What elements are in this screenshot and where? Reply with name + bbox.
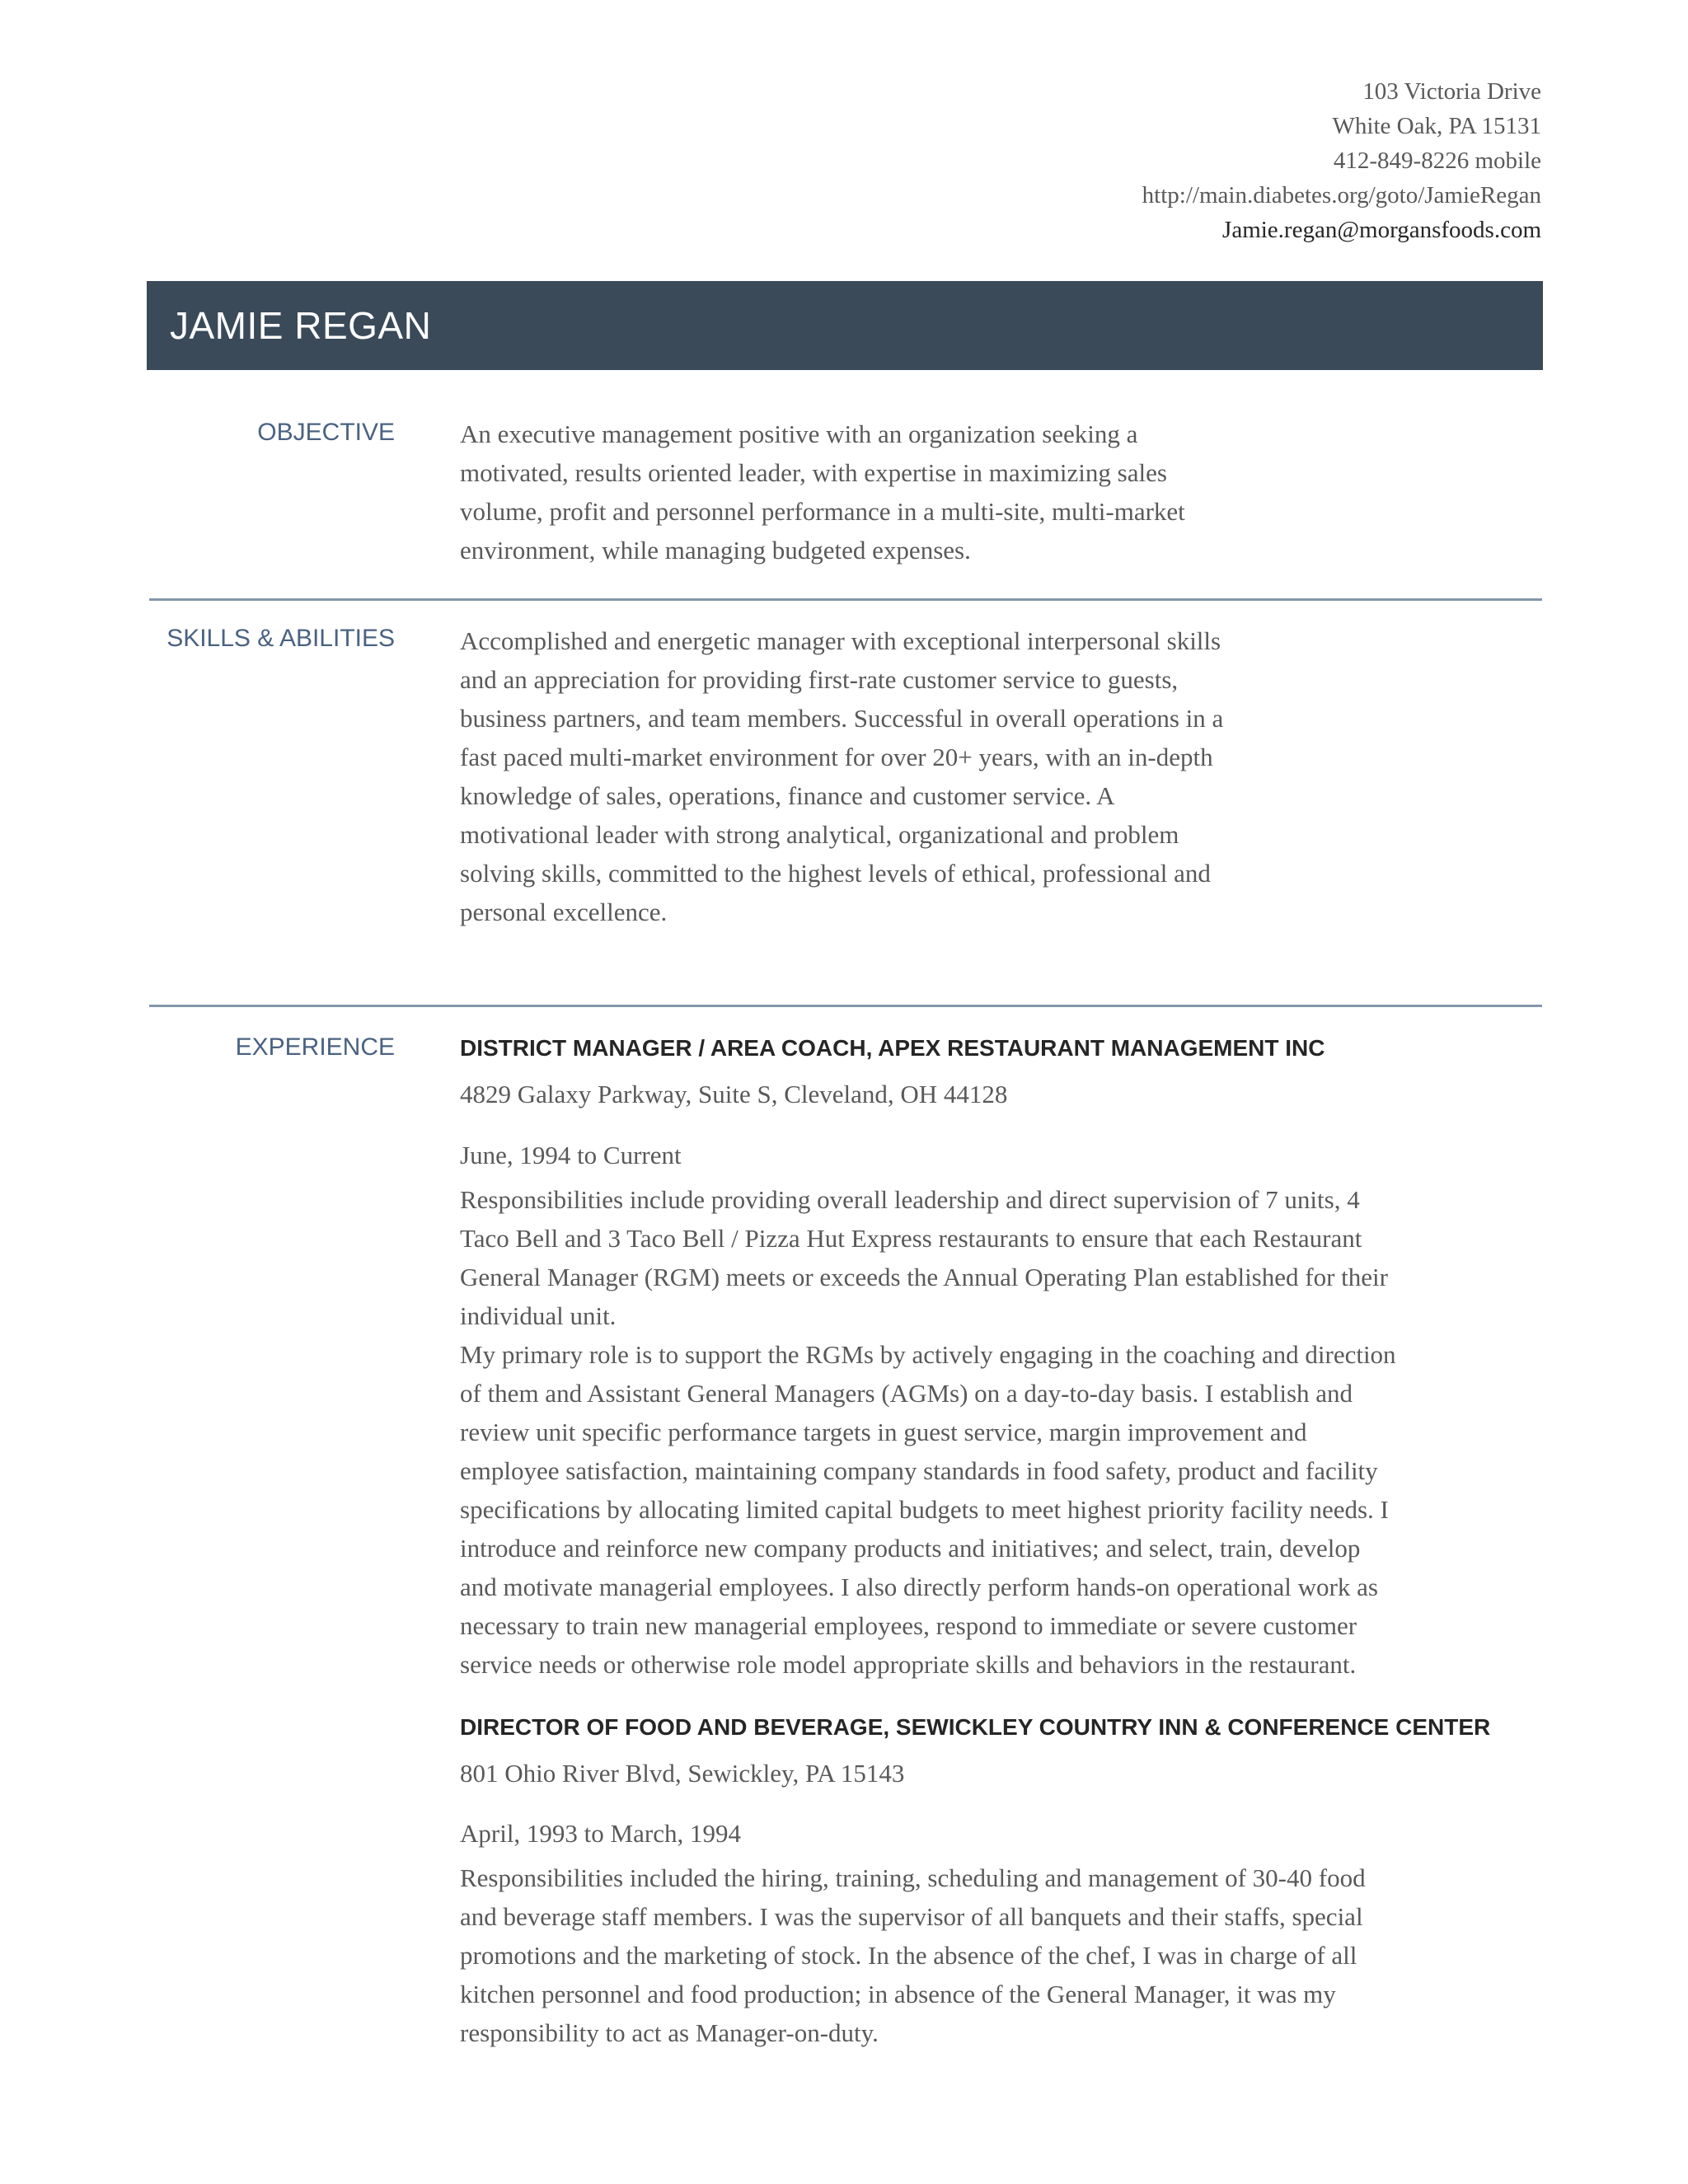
text-line: solving skills, committed to the highest levels of ethical, professional and bbox=[460, 859, 1211, 888]
text-line: promotions and the marketing of stock. In the absence of the chef, I was in charge of all bbox=[460, 1941, 1357, 1970]
text-line: motivational leader with strong analytical, organizational and problem bbox=[460, 820, 1179, 849]
text-line: employee satisfaction, maintaining company standards in food safety, product and facility bbox=[460, 1456, 1378, 1485]
text-line: service needs or otherwise role model appropriate skills and behaviors in the restaurant. bbox=[460, 1650, 1357, 1679]
job-dates: June, 1994 to Current bbox=[460, 1141, 682, 1169]
text-line: Responsibilities include providing overall leadership and direct supervision of 7 units, 4 bbox=[460, 1185, 1360, 1214]
text-line: review unit specific performance targets in guest service, margin improvement and bbox=[460, 1418, 1307, 1446]
objective-label: OBJECTIVE bbox=[257, 419, 395, 446]
job-dates: April, 1993 to March, 1994 bbox=[460, 1819, 741, 1848]
text-line: personal excellence. bbox=[460, 898, 668, 926]
name-banner bbox=[147, 281, 1543, 370]
email-link[interactable]: Jamie.regan@morgansfoods.com bbox=[1222, 217, 1541, 243]
text-line: kitchen personnel and food production; in absence of the General Manager, it was my bbox=[460, 1980, 1336, 2008]
section-divider bbox=[149, 1005, 1542, 1007]
job-address: 801 Ohio River Blvd, Sewickley, PA 15143 bbox=[460, 1759, 905, 1788]
contact-block bbox=[1142, 74, 1541, 247]
text-line: individual unit. bbox=[460, 1301, 617, 1330]
job-title: DISTRICT MANAGER / AREA COACH, APEX RESTAURANT MANAGEMENT INC bbox=[460, 1035, 1325, 1061]
website-link[interactable]: http://main.diabetes.org/goto/JamieRegan bbox=[1142, 182, 1541, 209]
job-description bbox=[460, 1180, 1396, 1684]
text-line: and beverage staff members. I was the supervisor of all banquets and their staffs, special bbox=[460, 1902, 1363, 1931]
text-line: and an appreciation for providing first-rate customer service to guests, bbox=[460, 665, 1179, 694]
text-line: General Manager (RGM) meets or exceeds the Annual Operating Plan established for their bbox=[460, 1263, 1388, 1291]
text-line: motivated, results oriented leader, with expertise in maximizing sales bbox=[460, 458, 1167, 487]
text-line: and motivate managerial employees. I also directly perform hands-on operational work as bbox=[460, 1572, 1378, 1601]
text-line: necessary to train new managerial employees, respond to immediate or severe customer bbox=[460, 1611, 1357, 1640]
text-line: of them and Assistant General Managers (AGMs) on a day-to-day basis. I establish and bbox=[460, 1379, 1353, 1408]
skills-text bbox=[460, 621, 1223, 931]
text-line: Taco Bell and 3 Taco Bell / Pizza Hut Express restaurants to ensure that each Restaurant bbox=[460, 1224, 1362, 1253]
objective-text bbox=[460, 415, 1185, 569]
text-line: fast paced multi-market environment for over 20+ years, with an in-depth bbox=[460, 743, 1213, 771]
phone: 412-849-8226 mobile bbox=[1333, 148, 1541, 174]
skills-label: SKILLS & ABILITIES bbox=[166, 625, 395, 652]
text-line: Responsibilities included the hiring, training, scheduling and management of 30-40 food bbox=[460, 1863, 1366, 1892]
text-line: knowledge of sales, operations, finance and customer service. A bbox=[460, 781, 1115, 810]
text-line: business partners, and team members. Successful in overall operations in a bbox=[460, 704, 1224, 733]
text-line: introduce and reinforce new company products and initiatives; and select, train, develop bbox=[460, 1534, 1361, 1563]
job-address: 4829 Galaxy Parkway, Suite S, Cleveland, OH 44128 bbox=[460, 1080, 1008, 1108]
job-description bbox=[460, 1858, 1366, 2052]
experience-label: EXPERIENCE bbox=[235, 1033, 395, 1061]
section-divider bbox=[149, 598, 1542, 601]
text-line: responsibility to act as Manager-on-duty. bbox=[460, 2018, 879, 2047]
text-line: Accomplished and energetic manager with exceptional interpersonal skills bbox=[460, 626, 1221, 655]
person-name: JAMIE REGAN bbox=[170, 304, 432, 347]
text-line: My primary role is to support the RGMs by actively engaging in the coaching and direction bbox=[460, 1340, 1396, 1369]
job-title: DIRECTOR OF FOOD AND BEVERAGE, SEWICKLEY COUNTRY INN & CONFERENCE CENTER bbox=[460, 1714, 1491, 1740]
text-line: environment, while managing budgeted expenses. bbox=[460, 536, 971, 565]
text-line: An executive management positive with an organization seeking a bbox=[460, 419, 1138, 448]
text-line: specifications by allocating limited capital budgets to meet highest priority facility needs. I bbox=[460, 1495, 1389, 1524]
address-line1: 103 Victoria Drive bbox=[1362, 78, 1541, 105]
address-line2: White Oak, PA 15131 bbox=[1332, 113, 1541, 139]
text-line: volume, profit and personnel performance in a multi-site, multi-market bbox=[460, 497, 1185, 526]
